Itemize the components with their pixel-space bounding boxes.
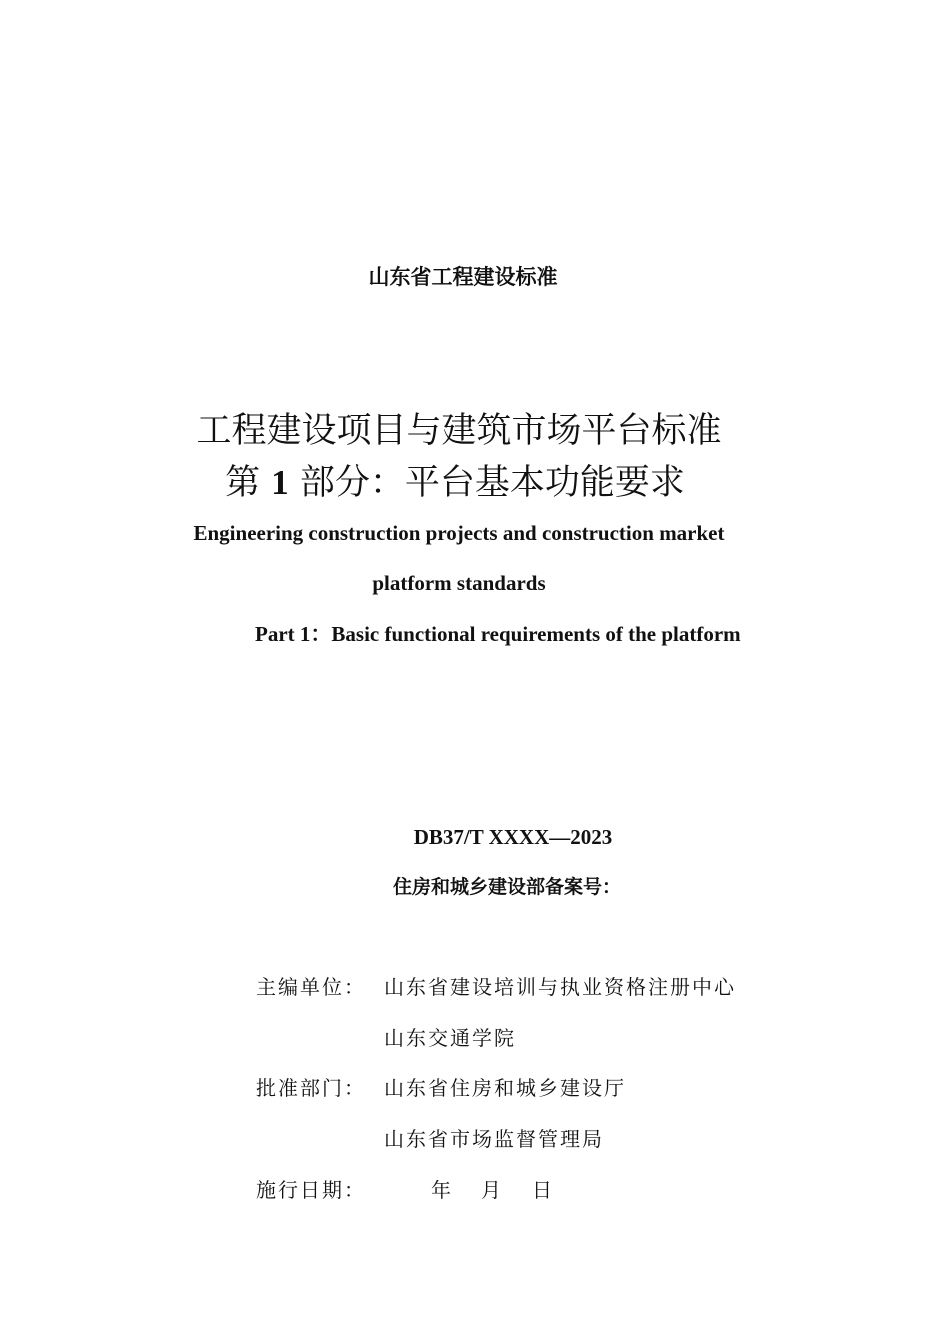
- standard-code: DB37/T XXXX—2023: [413, 825, 613, 849]
- approver-1: 山东省住房和城乡建设厅: [384, 1076, 626, 1100]
- title-part-prefix: 第: [225, 463, 261, 503]
- editor-unit-1: 山东省建设培训与执业资格注册中心: [384, 975, 736, 999]
- title-part-suffix: 部分：平台基本功能要求: [299, 463, 685, 503]
- document-title-cn-line2: [0, 460, 930, 506]
- approver-2: 山东省市场监督管理局: [384, 1127, 604, 1151]
- document-title-en-line1: Engineering construction projects and construction market: [193, 521, 725, 545]
- date-year: 年: [431, 1178, 453, 1202]
- title-part-number: 1: [271, 463, 289, 502]
- document-title-cn-line1: 工程建设项目与建筑市场平台标准: [196, 411, 722, 451]
- effective-date-label: 施行日期：: [256, 1178, 366, 1202]
- editor-unit-2: 山东交通学院: [384, 1026, 516, 1050]
- date-day: 日: [532, 1178, 554, 1202]
- approver-label: 批准部门：: [256, 1076, 366, 1100]
- effective-date: [431, 1175, 554, 1205]
- editor-label: 主编单位：: [256, 975, 366, 999]
- date-month: 月: [481, 1178, 503, 1202]
- standard-series-heading: 山东省工程建设标准: [368, 265, 558, 289]
- document-title-en-line2: platform standards: [372, 571, 546, 595]
- record-number-label: 住房和城乡建设部备案号：: [392, 876, 621, 898]
- document-title-en-line3: Part 1：Basic functional requirements of the platform: [255, 622, 741, 646]
